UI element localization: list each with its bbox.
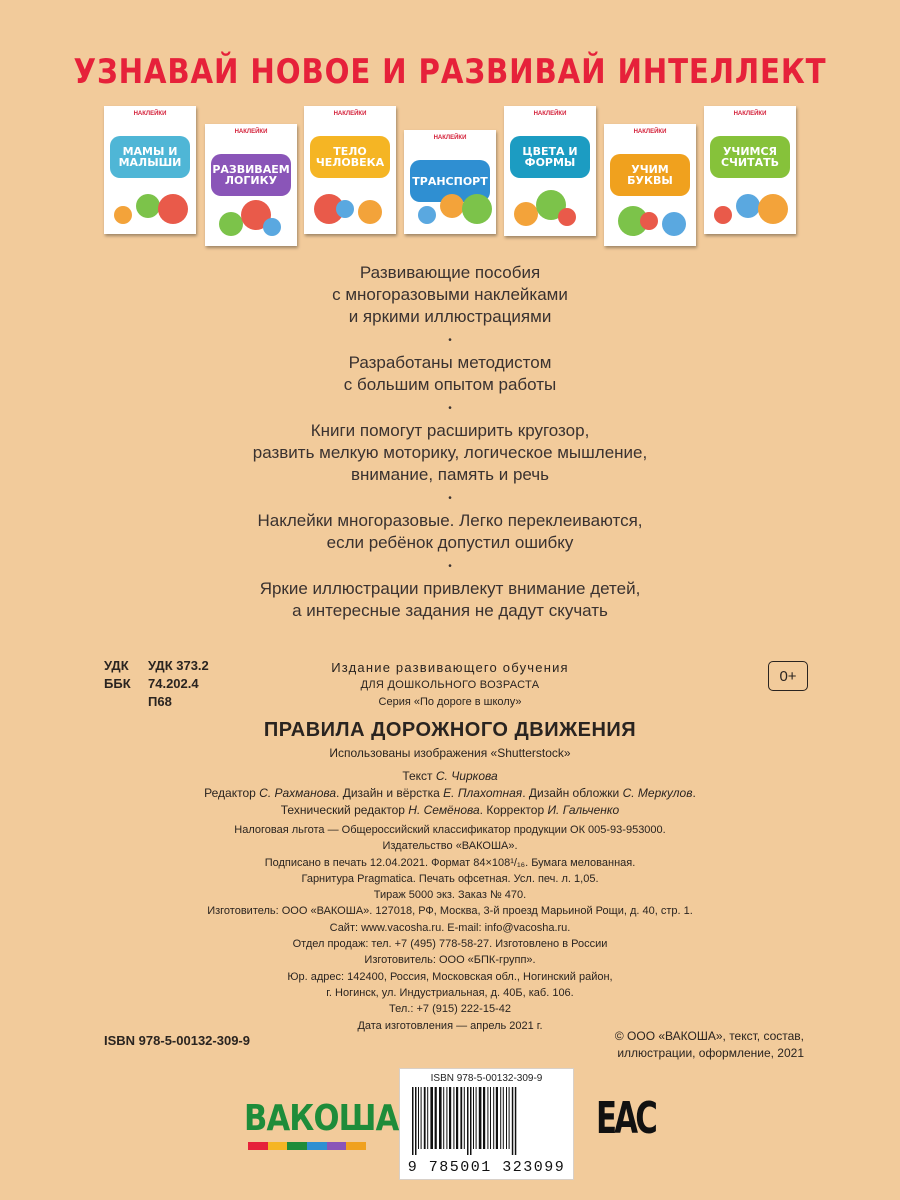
barcode-bar [464,1087,465,1149]
book-title: УЧИМСЯ СЧИТАТЬ [710,136,790,178]
barcode-bar [515,1087,517,1155]
book-brand: НАКЛЕЙКИ [633,129,667,135]
isbn-text: ISBN 978-5-00132-309-9 [104,1033,250,1048]
barcode-bar [421,1087,422,1149]
barcode-isbn: ISBN 978-5-00132-309-9 [430,1073,543,1084]
barcode-bar [430,1087,433,1149]
barcode-bar [473,1087,474,1149]
legal-line: Юр. адрес: 142400, Россия, Московская обл., Ногинский район, [287,970,613,983]
feature-item [0,420,900,486]
author-code: П68 [148,694,172,709]
feature-line: внимание, память и речь [350,465,550,484]
book-cover [205,124,297,246]
book-illustration [714,182,786,224]
illustration-shape [336,200,354,218]
legal-line: Гарнитура Pragmatica. Печать офсетная. Усл. печ. л. 1,05. [301,872,599,885]
barcode-bar [493,1087,494,1149]
feature-line: а интересные задания не дадут скучать [292,601,608,620]
book-brand: НАКЛЕЙКИ [533,111,567,117]
images-credit: Использованы изображения «Shutterstock» [329,746,571,760]
barcode-bar [424,1087,426,1149]
book-title: ПРАВИЛА ДОРОЖНОГО ДВИЖЕНИЯ [263,719,637,741]
book-brand: НАКЛЕЙКИ [733,111,767,117]
barcode-bar [500,1087,501,1149]
copyright-line-2: иллюстрации, оформление, 2021 [617,1046,804,1060]
publisher-logo [244,1098,399,1152]
book-illustration [414,182,486,224]
book-brand: НАКЛЕЙКИ [433,135,467,141]
bbk-key: ББК [104,676,131,691]
barcode-bar [490,1087,491,1149]
book-illustration [314,182,386,224]
book-illustration [215,194,287,236]
legal-line: Тел.: +7 (915) 222-15-42 [389,1003,511,1016]
tech-name: Н. Семёнова [408,803,480,817]
credits-editors: Редактор С. Рахманова. Дизайн и вёрстка Е. Плахотная. Дизайн обложки С. Меркулов. [204,786,696,800]
illustration-shape [640,212,658,230]
credits-tech [100,802,800,819]
legal-line: г. Ногинск, ул. Индустриальная, д. 40Б, каб. 106. [326,986,574,999]
proof-label: . Корректор [479,803,545,817]
barcode-bar [439,1087,442,1149]
book-illustration [114,182,186,224]
layout-name: Е. Плахотная [443,786,523,800]
logo-stripe [248,1142,268,1150]
feature-line: и яркими иллюстрациями [348,307,552,326]
book-cover [104,106,196,234]
barcode-bar [453,1087,454,1149]
barcode-bar [443,1087,444,1149]
edition-series: Серия «По дороге в школу» [378,696,522,708]
illustration-shape [358,200,382,224]
bullet-separator: • [448,561,452,572]
legal-line: Налоговая льгота — Общероссийский классификатор продукции ОК 005-93-953000. [234,824,666,836]
book-title: УЧИМ БУКВЫ [610,154,690,196]
barcode-bar [467,1087,469,1155]
legal-line: Тираж 5000 экз. Заказ № 470. [373,889,527,902]
logo-text: ВАКОША [244,1098,399,1139]
feature-line: если ребёнок допустил ошибку [326,533,574,552]
illustration-shape [219,212,243,236]
text-label: Текст [402,769,433,783]
udk-value: УДК 373.2 [148,658,209,673]
illustration-shape [736,194,760,218]
book-cover [304,106,396,234]
barcode-bar [427,1087,428,1149]
book-title: МАМЫ И МАЛЫШИ [110,136,190,178]
barcode-bar [506,1087,507,1149]
legal-line: Подписано в печать 12.04.2021. Формат 84×108¹/₁₆. Бумага мелованная. [264,856,636,869]
tech-label: Технический редактор [280,803,405,817]
book-cover [404,130,496,234]
book-illustration [614,194,686,236]
barcode-bar [496,1087,498,1149]
edition-line-2: ДЛЯ ДОШКОЛЬНОГО ВОЗРАСТА [360,679,540,691]
logo-stripe [268,1142,288,1150]
cover-name: С. Меркулов [622,786,693,800]
logo-stripes [248,1142,366,1150]
book-title: ТЕЛО ЧЕЛОВЕКА [310,136,390,178]
barcode-bar [479,1087,482,1149]
barcode-bar [476,1087,477,1149]
logo-stripe [327,1142,347,1150]
bbk-value: 74.202.4 [148,676,199,691]
illustration-shape [158,194,188,224]
logo-stripe [346,1142,366,1150]
book-brand: НАКЛЕЙКИ [133,111,167,117]
illustration-shape [662,212,686,236]
editor-name: С. Рахманова [259,786,337,800]
barcode-bar [456,1087,458,1149]
layout-label: . Дизайн и вёрстка [336,786,440,800]
barcode-bar [418,1087,419,1149]
book-cover [704,106,796,234]
legal-line: Отдел продаж: тел. +7 (495) 778-58-27. Изготовлено в России [292,938,608,951]
book-title: ЦВЕТА И ФОРМЫ [510,136,590,178]
book-cover [504,106,596,236]
feature-line: развить мелкую моторику, логическое мышление, [252,443,648,462]
age-rating-badge: 0+ [768,661,808,691]
barcode-digits: 9 785001 323099 [407,1159,566,1176]
illustration-shape [758,194,788,224]
barcode-bar [449,1087,451,1149]
book-title: РАЗВИВАЕМ ЛОГИКУ [211,154,291,196]
feature-line: Разработаны методистом [348,353,552,372]
bullet-separator: • [448,403,452,414]
copyright-line-1: © ООО «ВАКОША», текст, состав, [614,1029,804,1043]
legal-line: Сайт: www.vacosha.ru. E-mail: info@vacosha.ru. [329,921,571,934]
barcode-bar [503,1087,504,1149]
book-cover [604,124,696,246]
barcode-bar [460,1087,462,1149]
legal-line: Изготовитель: ООО «БПК-групп». [364,954,536,967]
bullet-separator: • [448,493,452,504]
illustration-shape [136,194,160,218]
barcode-bar [412,1087,414,1155]
barcode-bars [410,1087,565,1155]
illustration-shape [114,206,132,224]
credits-text [100,768,800,785]
feature-item [0,578,900,622]
barcode-bar [509,1087,510,1149]
legal-info [100,822,800,1034]
barcode-bar [470,1087,472,1155]
feature-line: с многоразовыми наклейками [332,285,568,304]
illustration-shape [263,218,281,236]
legal-line: Дата изготовления — апрель 2021 г. [357,1019,543,1032]
legal-line: Изготовитель: ООО «ВАКОША». 127018, РФ, Москва, 3-й проезд Марьиной Рощи, д. 40, стр. 1. [207,905,693,918]
headline: УЗНАВАЙ НОВОЕ И РАЗВИВАЙ ИНТЕЛЛЕКТ [73,52,827,92]
editor-label: Редактор [204,786,256,800]
barcode-bar [483,1087,485,1149]
proof-name: И. Гальченко [547,803,620,817]
illustration-shape [462,194,492,224]
legal-line: Издательство «ВАКОША». [382,840,518,853]
udk-key: УДК [104,658,129,673]
copyright [504,1028,804,1062]
illustration-shape [418,206,436,224]
bullet-separator: • [448,335,452,346]
feature-line: с большим опытом работы [343,375,557,394]
feature-item [0,510,900,554]
feature-list [0,262,900,622]
illustration-shape [558,208,576,226]
text-author: С. Чиркова [435,769,498,783]
illustration-shape [714,206,732,224]
barcode-bar [446,1087,447,1149]
feature-line: Книги помогут расширить кругозор, [310,421,590,440]
barcode-bar [487,1087,488,1149]
eac-certification-mark: EAC [596,1093,656,1144]
illustration-shape [440,194,464,218]
feature-line: Развивающие пособия [359,263,541,282]
book-illustration [514,184,586,226]
edition-line-1: Издание развивающего обучения [331,660,569,675]
feature-item [0,352,900,396]
barcode-bar [512,1087,514,1155]
logo-stripe [287,1142,307,1150]
illustration-shape [514,202,538,226]
barcode [399,1068,574,1180]
barcode-bar [415,1087,417,1155]
book-brand: НАКЛЕЙКИ [234,129,268,135]
feature-item [0,262,900,328]
barcode-bar [435,1087,437,1149]
book-brand: НАКЛЕЙКИ [333,111,367,117]
logo-stripe [307,1142,327,1150]
feature-line: Яркие иллюстрации привлекут внимание детей, [259,579,641,598]
book-title: ТРАНСПОРТ [410,160,490,202]
cover-label: . Дизайн обложки [522,786,620,800]
book-series-row [104,106,804,246]
feature-line: Наклейки многоразовые. Легко переклеиваются, [257,511,643,530]
